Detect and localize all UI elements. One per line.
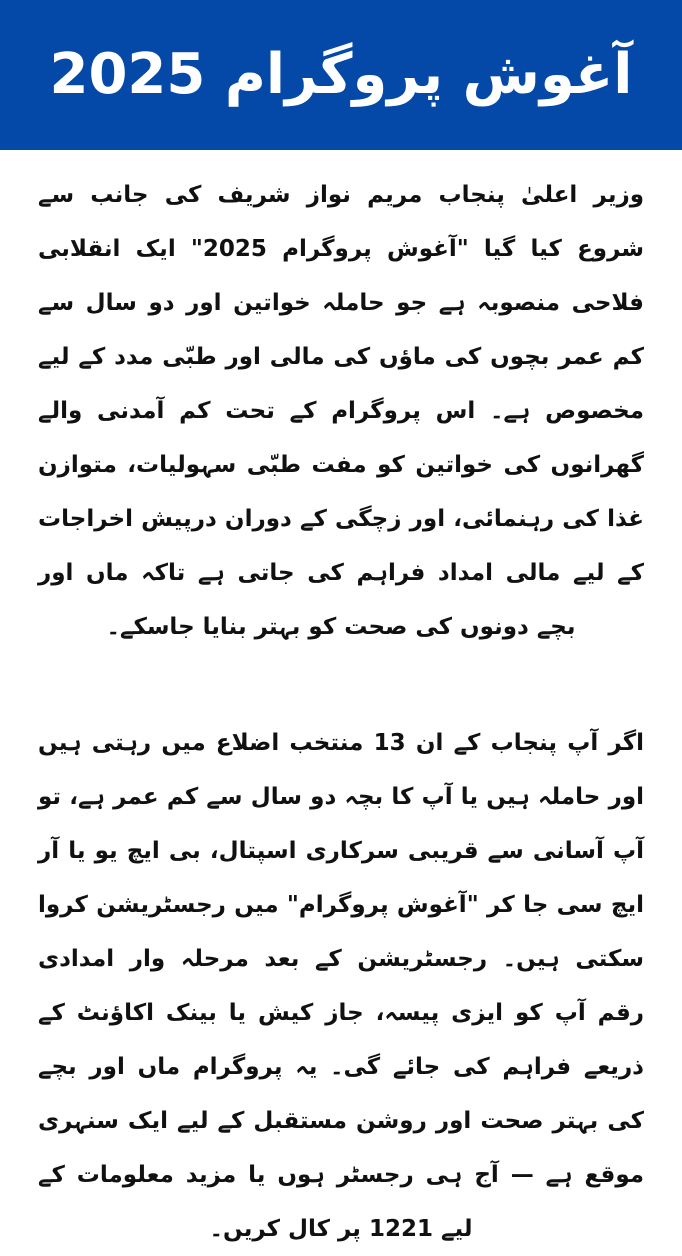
page-title: آغوش پروگرام 2025: [49, 42, 633, 107]
article-body: [38, 168, 644, 1256]
header-banner: [0, 0, 682, 150]
article-paragraph-intro: وزیر اعلیٰ پنجاب مریم نواز شریف کی جانب سے شروع کیا گیا "آغوش پروگرام 2025" ایک انقلابی فلاحی منصوبہ ہے جو حاملہ خواتین اور دو سال سے کم عمر بچوں کی ماؤں کی مالی اور طبّی مدد کے لیے مخصوص ہے۔ اس پروگرام کے تحت کم آمدنی والے گھرانوں کی خواتین کو مفت طبّی سہولیات، متوازن غذا کی رہنمائی، اور زچگی کے دوران درپیش اخراجات کے لیے مالی امداد فراہم کی جاتی ہے تاکہ ماں اور بچے دونوں کی صحت کو بہتر بنایا جاسکے۔: [38, 182, 645, 640]
article-paragraph-registration: اگر آپ پنجاب کے ان 13 منتخب اضلاع میں رہتی ہیں اور حاملہ ہیں یا آپ کا بچہ دو سال سے کم عمر ہے، تو آپ آسانی سے قریبی سرکاری اسپتال، بی ایچ یو یا آر ایچ سی جا کر "آغوش پروگرام" میں رجسٹریشن کروا سکتی ہیں۔ رجسٹریشن کے بعد مرحلہ وار امدادی رقم آپ کو ایزی پیسہ، جاز کیش یا بینک اکاؤنٹ کے ذریعے فراہم کی جائے گی۔ یہ پروگرام ماں اور بچے کی بہتر صحت اور روشن مستقبل کے لیے ایک سنہری موقع ہے — آج ہی رجسٹر ہوں یا مزید معلومات کے لیے 1221 پر کال کریں۔: [38, 730, 644, 1242]
